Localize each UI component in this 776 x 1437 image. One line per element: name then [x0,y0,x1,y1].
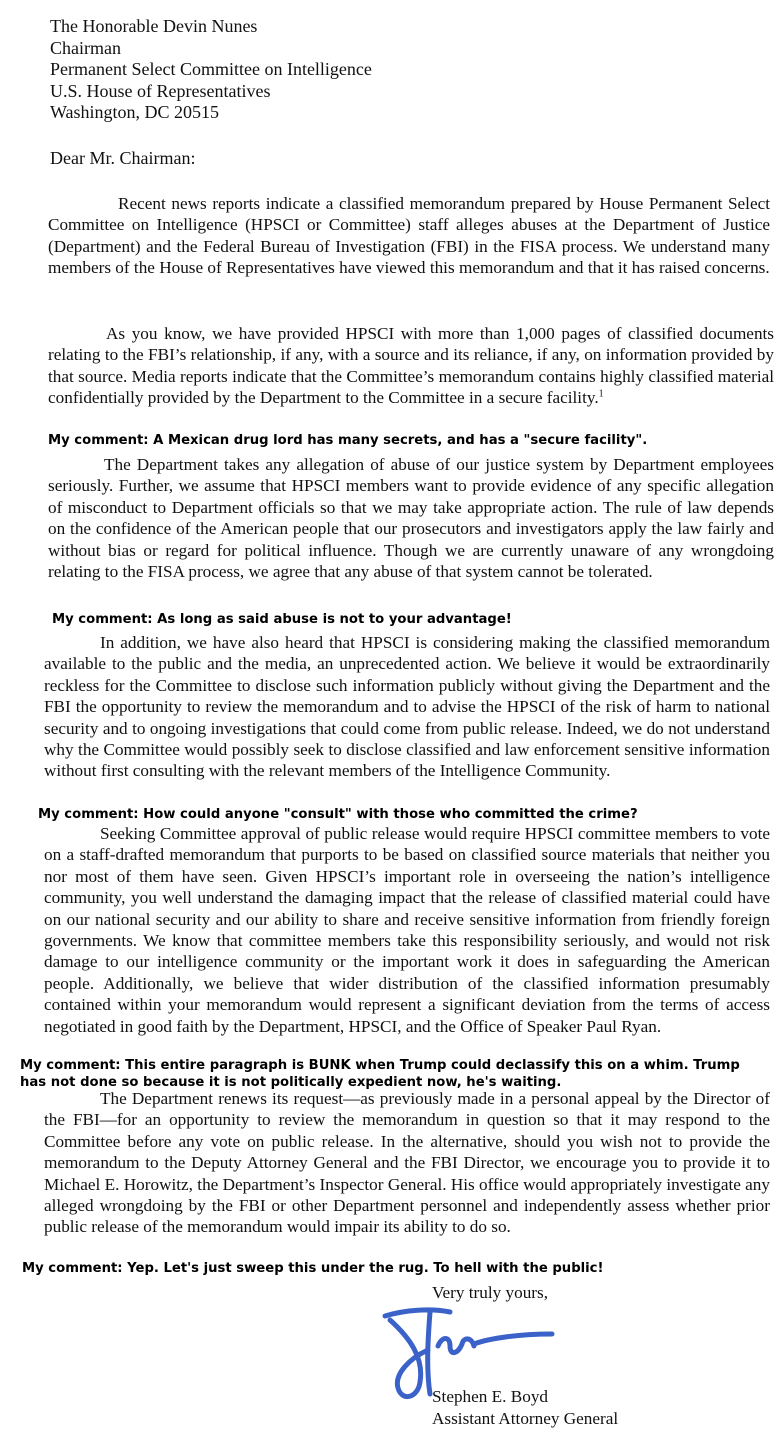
signer-title: Assistant Attorney General [432,1409,619,1428]
signer-name: Stephen E. Boyd [432,1387,549,1406]
paragraph-3 [48,454,774,582]
address-line-city: Washington, DC 20515 [50,102,220,122]
comment-5: My comment: Yep. Let's just sweep this under the rug. To hell with the public! [22,1261,604,1276]
address-line-house: U.S. House of Representatives [50,80,271,101]
paragraph-1 [48,193,770,279]
comment-2: My comment: As long as said abuse is not to your advantage! [52,612,512,627]
paragraph-6-text: The Department renews its request—as previously made in a personal appeal by the Director of the FBI—for an opportunity to review the memorandum in question so that it may respond to the Committee before any vote on public release. In the alternative, should you wish not to provide the memorandum to the Deputy Attorney General and the FBI Director, we encourage you to provide it to Michael E. Horowitz, the Department’s Inspector General. His office would appropriately investigate any alleged wrongdoing by the FBI or other Department personnel and independently assess whether prior public release of the memorandum would impair its ability to do so. [44,1089,770,1237]
paragraph-2-text: As you know, we have provided HPSCI with more than 1,000 pages of classified documents relating to the FBI’s relationship, if any, with a source and its reliance, if any, on information provided by that source. Media reports indicate that the Committee’s memorandum contains highly classified material confidentially provided by the Department to the Committee in a secure facility. [48,324,774,408]
comment-4: My comment: This entire paragraph is BUNK when Trump could declassify this on a whim. Trump has not done so because it is not politically expedient now, he's waiting. [20,1058,740,1090]
paragraph-4 [44,632,770,782]
paragraph-5-text: Seeking Committee approval of public release would require HPSCI committee members to vote on a staff-drafted memorandum that purports to be based on classified source materials that neither you nor most of them have seen. Given HPSCI’s important role in overseeing the nation’s intelligence community, you well understand the damaging impact that the release of classified material could have on our national security and our ability to share and receive sensitive information from friendly foreign governments. We know that committee members take this responsibility seriously, and would not risk damage to our intelligence community or the important work it does in safeguarding the American people. Additionally, we believe that wider distribution of the classified information presumably contained within your memorandum would represent a significant deviation from the terms of access negotiated in good faith by the Department, HPSCI, and the Office of Speaker Paul Ryan. [44,824,770,1036]
salutation: Dear Mr. Chairman: [50,148,196,168]
address-line-role: Chairman [50,37,121,58]
paragraph-3-text: The Department takes any allegation of abuse of our justice system by Department employees seriously. Further, we assume that HPSCI members want to provide evidence of any specific allegation of misconduct to Department officials so that we may take appropriate action. The rule of law depends on the confidence of the American people that our prosecutors and investigators apply the law fairly and without bias or regard for political influence. Though we are currently unaware of any wrongdoing relating to the FISA process, we agree that any abuse of that system cannot be tolerated. [48,455,774,582]
paragraph-5 [44,823,770,1037]
valediction: Very truly yours, [432,1283,548,1302]
address-line-committee: Permanent Select Committee on Intelligence [50,59,372,79]
paragraph-6 [44,1088,770,1238]
footnote-marker: 1 [598,388,604,400]
comment-3: My comment: How could anyone "consult" with those who committed the crime? [38,807,638,822]
paragraph-4-text: In addition, we have also heard that HPSCI is considering making the classified memorandum available to the public and the media, an unprecedented action. We believe it would be extraordinarily reckless for the Committee to disclose such information publicly without giving the Department and the FBI the opportunity to review the memorandum and to advise the HPSCI of the risk of harm to national security and to ongoing investigations that could come from public release. Indeed, we do not understand why the Committee would possibly seek to disclose classified and law enforcement sensitive information without first consulting with the relevant members of the Intelligence Community. [44,633,770,781]
paragraph-2 [48,323,774,409]
address-line-name: The Honorable Devin Nunes [50,16,258,36]
paragraph-1-text: Recent news reports indicate a classified memorandum prepared by House Permanent Select Committee on Intelligence (HPSCI or Committee) staff alleges abuses at the Department of Justice (Department) and the Federal Bureau of Investigation (FBI) in the FISA process. We understand many members of the House of Representatives have viewed this memorandum and that it has raised concerns. [48,194,770,278]
comment-1: My comment: A Mexican drug lord has many secrets, and has a "secure facility". [48,433,648,448]
recipient-address [50,16,372,124]
